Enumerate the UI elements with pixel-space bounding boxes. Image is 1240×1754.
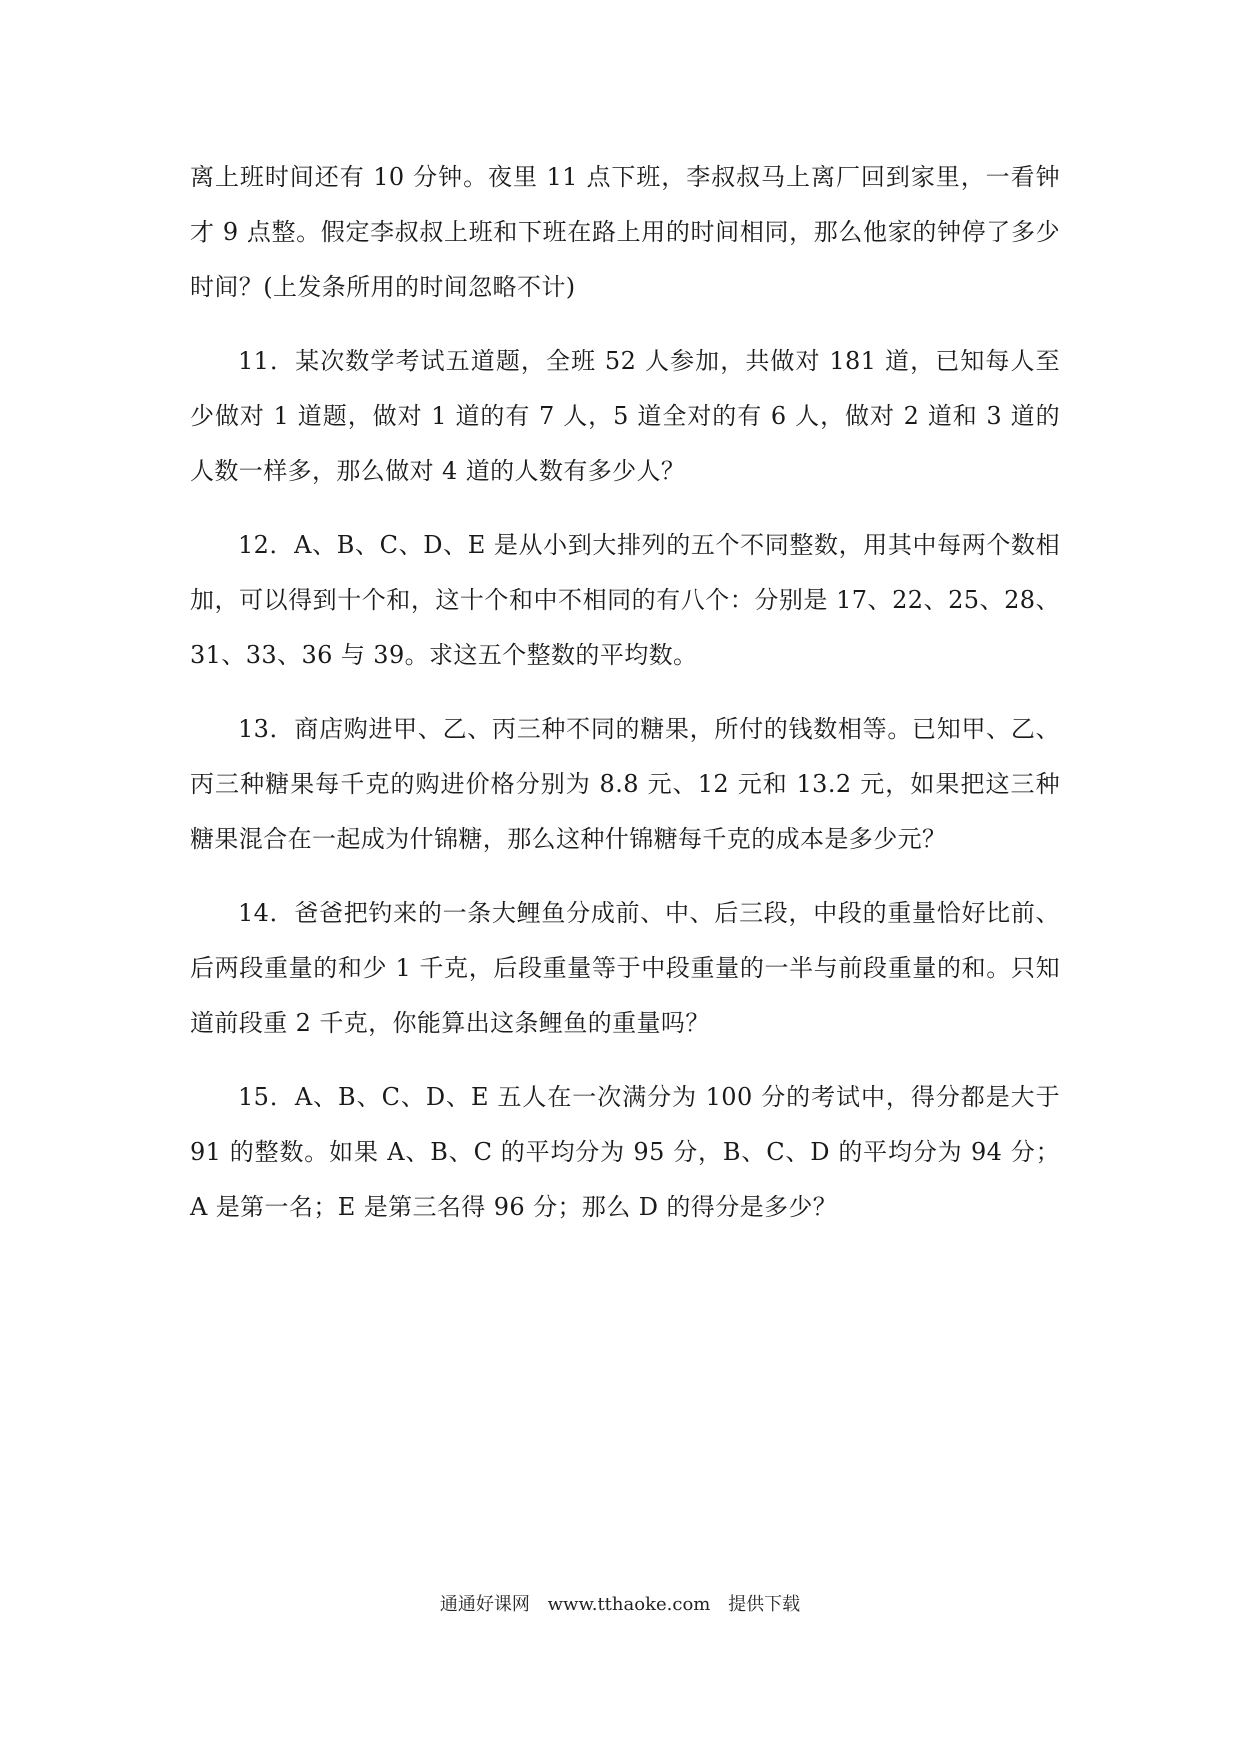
problem-12: 12．A、B、C、D、E 是从小到大排列的五个不同整数，用其中每两个数相加，可以得到十个和，这十个和中不相同的有八个：分别是 17、22、25、28、31、33、36 与 39。求这五个整数的平均数。 [190,531,1060,669]
problem-list [190,150,1060,1254]
problem-11: 11．某次数学考试五道题，全班 52 人参加，共做对 181 道，已知每人至少做对 1 道题，做对 1 道的有 7 人，5 道全对的有 6 人，做对 2 道和 3 道的人数一样多，那么做对 4 道的人数有多少人？ [190,347,1060,485]
problem-15: 15．A、B、C、D、E 五人在一次满分为 100 分的考试中，得分都是大于 91 的整数。如果 A、B、C 的平均分为 95 分，B、C、D 的平均分为 94 分；A 是第一名；E 是第三名得 96 分；那么 D 的得分是多少？ [190,1083,1060,1221]
footer-site-name: 通通好课网 [439,1594,530,1615]
footer-url-link[interactable]: www.tthaoke.com [547,1594,711,1615]
problem-14: 14．爸爸把钓来的一条大鲤鱼分成前、中、后三段，中段的重量恰好比前、后两段重量的和少 1 千克，后段重量等于中段重量的一半与前段重量的和。只知道前段重 2 千克，你能算出这条鲤鱼的重量吗？ [190,899,1060,1037]
page-footer [0,1593,1240,1617]
footer-action-text: 提供下载 [728,1594,801,1615]
problem-10-continuation: 离上班时间还有 10 分钟。夜里 11 点下班，李叔叔马上离厂回到家里，一看钟才 9 点整。假定李叔叔上班和下班在路上用的时间相同，那么他家的钟停了多少时间？(上发条所用的时间忽略不计) [190,163,1060,301]
problem-13: 13．商店购进甲、乙、丙三种不同的糖果，所付的钱数相等。已知甲、乙、丙三种糖果每千克的购进价格分别为 8.8 元、12 元和 13.2 元，如果把这三种糖果混合在一起成为什锦糖，那么这种什锦糖每千克的成本是多少元？ [190,715,1060,853]
